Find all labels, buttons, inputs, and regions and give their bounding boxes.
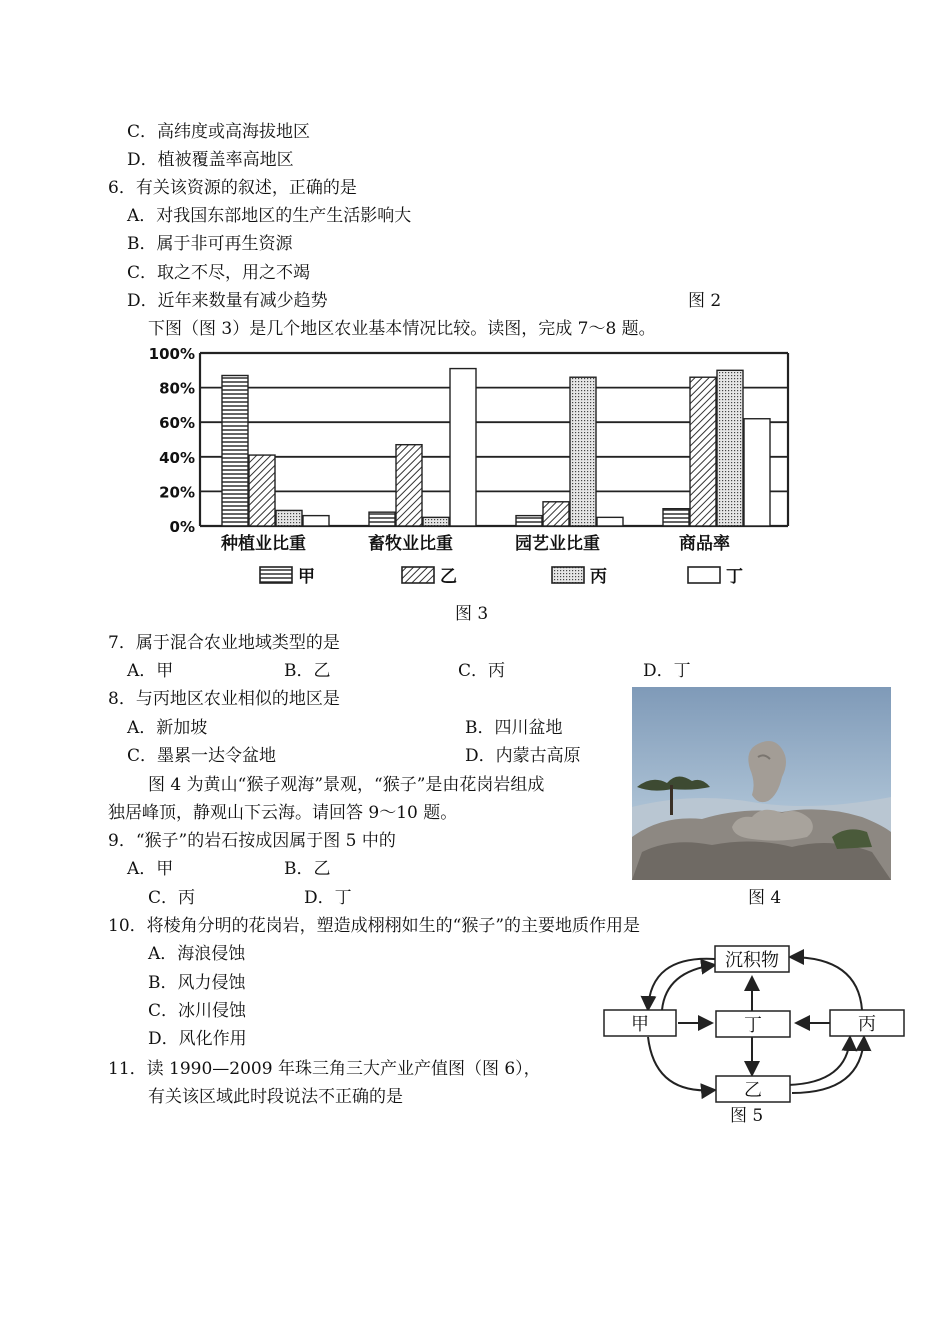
bar-乙-2 xyxy=(543,502,569,526)
legend-swatch-丁 xyxy=(688,567,720,583)
q8-option-c: C．墨累一达令盆地 xyxy=(127,746,277,766)
bar-丙-2 xyxy=(570,377,596,526)
bar-丁-0 xyxy=(303,516,329,526)
q6-option-b: B．属于非可再生资源 xyxy=(127,234,293,254)
box-yi: 乙 xyxy=(744,1080,762,1101)
bar-chart-svg xyxy=(140,345,800,595)
bar-丙-3 xyxy=(717,370,743,526)
legend-swatch-丙 xyxy=(552,567,584,583)
bar-乙-0 xyxy=(249,455,275,526)
q6-option-c: C．取之不尽，用之不竭 xyxy=(127,263,311,283)
intro-9-10-line2: 独居峰顶，静观山下云海。请回答 9～10 题。 xyxy=(108,803,458,823)
fig4-caption: 图 4 xyxy=(748,888,782,908)
q10-option-b: B．风力侵蚀 xyxy=(148,973,246,993)
bar-丁-3 xyxy=(744,419,770,526)
legend-label-丙: 丙 xyxy=(590,567,607,587)
bar-丙-1 xyxy=(423,517,449,526)
y-tick-label: 0% xyxy=(169,518,195,536)
box-ding: 丁 xyxy=(744,1015,762,1036)
bar-甲-1 xyxy=(369,512,395,526)
bar-甲-0 xyxy=(222,375,248,526)
q8-stem: 8．与丙地区农业相似的地区是 xyxy=(108,689,340,709)
rock-cycle-svg xyxy=(600,935,910,1110)
category-label: 园艺业比重 xyxy=(515,534,600,554)
q5-option-c: C．高纬度或高海拔地区 xyxy=(127,122,311,142)
rock-cycle-diagram xyxy=(600,935,910,1110)
category-label: 种植业比重 xyxy=(221,534,306,554)
q9-option-c: C．丙 xyxy=(148,888,196,908)
bar-丙-0 xyxy=(276,510,302,526)
fig3-caption: 图 3 xyxy=(455,604,489,624)
q7-option-c: C．丙 xyxy=(458,661,506,681)
q8-option-d: D．内蒙古高原 xyxy=(465,746,581,766)
q8-option-b: B．四川盆地 xyxy=(465,718,563,738)
bar-乙-1 xyxy=(396,445,422,526)
q7-option-d: D．丁 xyxy=(643,661,691,681)
q9-option-a: A．甲 xyxy=(127,859,174,879)
q11-stem: 11．读 1990—2009 年珠三角三大产业产值图（图 6）， xyxy=(108,1059,541,1079)
q10-option-a: A．海浪侵蚀 xyxy=(148,944,246,964)
bar-丁-1 xyxy=(450,369,476,526)
q11-stem-2: 有关该区域此时段说法不正确的是 xyxy=(148,1087,403,1107)
q7-stem: 7．属于混合农业地域类型的是 xyxy=(108,633,340,653)
legend-swatch-乙 xyxy=(402,567,434,583)
q10-stem: 10．将棱角分明的花岗岩，塑造成栩栩如生的“猴子”的主要地质作用是 xyxy=(108,916,641,936)
q10-option-c: C．冰川侵蚀 xyxy=(148,1001,247,1021)
y-tick-label: 80% xyxy=(159,379,195,398)
q7-option-a: A．甲 xyxy=(127,661,174,681)
y-tick-label: 20% xyxy=(159,483,195,502)
fig5-caption: 图 5 xyxy=(730,1106,764,1126)
q9-option-b: B．乙 xyxy=(284,859,331,879)
y-tick-label: 60% xyxy=(159,414,195,433)
fig2-label: 图 2 xyxy=(688,291,722,311)
q7-option-b: B．乙 xyxy=(284,661,331,681)
q9-stem: 9．“猴子”的岩石按成因属于图 5 中的 xyxy=(108,831,396,851)
q6-stem: 6．有关该资源的叙述，正确的是 xyxy=(108,178,357,198)
intro-9-10-line1: 图 4 为黄山“猴子观海”景观，“猴子”是由花岗岩组成 xyxy=(148,775,545,795)
box-jia: 甲 xyxy=(631,1014,649,1035)
huangshan-monkey-photo xyxy=(632,687,891,880)
q8-option-a: A．新加坡 xyxy=(127,718,208,738)
bar-甲-2 xyxy=(516,516,542,526)
agriculture-bar-chart xyxy=(140,345,800,595)
q9-option-d: D．丁 xyxy=(304,888,352,908)
legend-label-乙: 乙 xyxy=(440,567,457,587)
q5-option-d: D．植被覆盖率高地区 xyxy=(127,150,294,170)
y-tick-label: 40% xyxy=(159,448,195,467)
q6-option-a: A．对我国东部地区的生产生活影响大 xyxy=(127,206,412,226)
intro-7-8: 下图（图 3）是几个地区农业基本情况比较。读图，完成 7～8 题。 xyxy=(148,319,656,339)
box-sediment: 沉积物 xyxy=(725,950,779,971)
q6-option-d: D．近年来数量有减少趋势 xyxy=(127,291,328,311)
category-label: 商品率 xyxy=(679,534,730,554)
box-bing: 丙 xyxy=(858,1014,876,1035)
bar-丁-2 xyxy=(597,517,623,526)
legend-label-甲: 甲 xyxy=(298,567,315,587)
bar-甲-3 xyxy=(663,509,689,526)
legend-label-丁: 丁 xyxy=(726,567,743,587)
legend-swatch-甲 xyxy=(260,567,292,583)
bar-乙-3 xyxy=(690,377,716,526)
q10-option-d: D．风化作用 xyxy=(148,1029,247,1049)
photo-illustration xyxy=(632,687,891,880)
category-label: 畜牧业比重 xyxy=(368,534,453,554)
y-tick-label: 100% xyxy=(148,345,195,363)
